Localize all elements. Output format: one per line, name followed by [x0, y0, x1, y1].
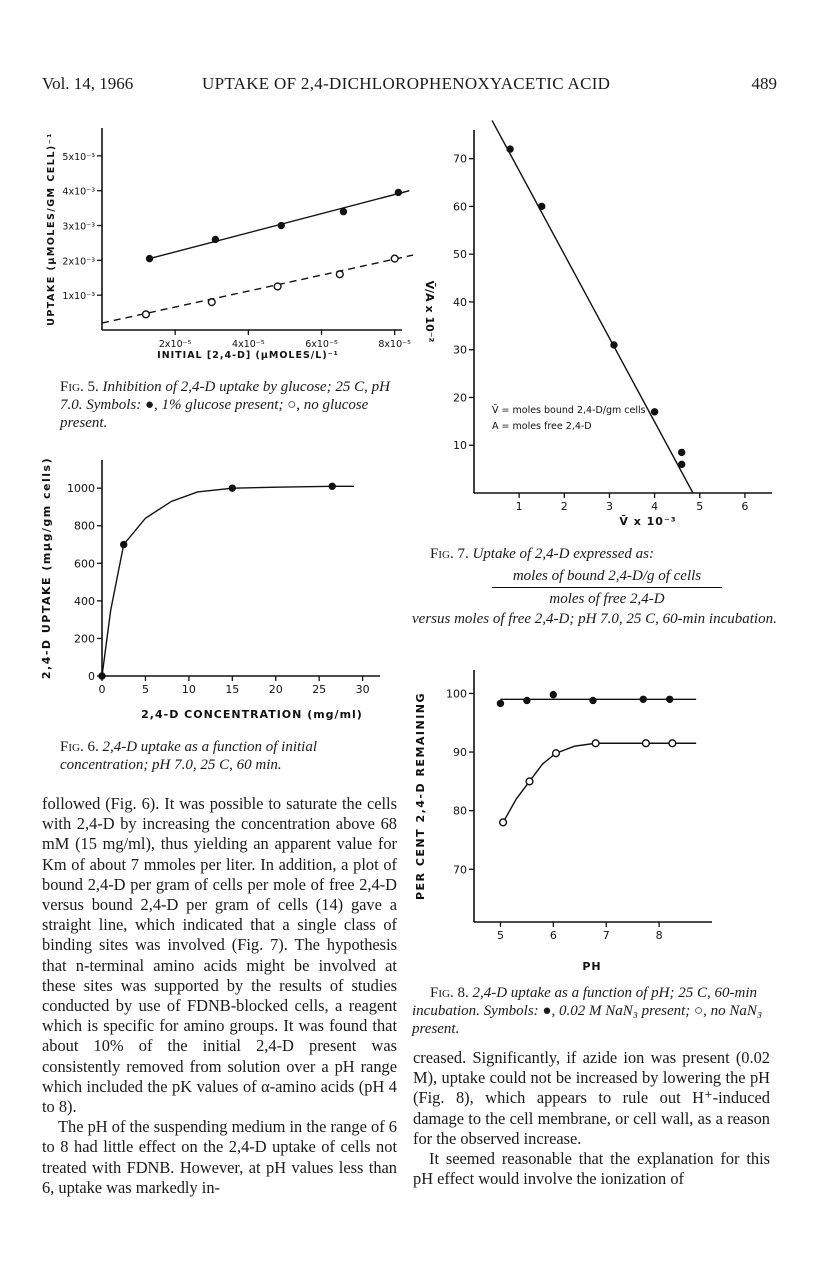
body-paragraph: The pH of the suspending medium in the range of 6 to 8 had little effect on the 2,4-D uptake of cells not treated with FDNB. However, at pH values less than 6, uptake was markedly in- [42, 1117, 397, 1197]
x-axis-title: 2,4-D CONCENTRATION (mg/ml) [141, 708, 363, 721]
y-tick-label: 2x10⁻³ [62, 256, 95, 268]
figure-7-caption-text-2: versus moles of free 2,4-D; pH 7.0, 25 C, 60-min incubation. [412, 611, 777, 627]
data-point [147, 256, 153, 262]
x-tick-label: 8 [655, 929, 663, 942]
figure-6-caption-text: 2,4-D uptake as a function of initial concentration; pH 7.0, 25 C, 60 min. [60, 739, 318, 773]
volume-label: Vol. 14, 1966 [42, 74, 134, 93]
figure-5-caption-text: Inhibition of 2,4-D uptake by glucose; 25 C, pH 7.0. Symbols: ●, 1% glucose present; ○, no glucose present. [60, 379, 390, 431]
data-point [524, 697, 530, 703]
body-text-right [413, 1048, 770, 1189]
figure-8-chart [412, 660, 782, 982]
y-axis-title: V̄/A x 10⁻² [423, 280, 436, 343]
y-tick-label: 70 [453, 152, 467, 166]
x-tick-label: 6x10⁻⁵ [305, 339, 338, 350]
data-point [329, 483, 335, 489]
y-tick-label: 600 [74, 557, 95, 571]
data-point [229, 485, 235, 491]
x-tick-label: 10 [181, 683, 196, 696]
x-axis-title: PH [582, 960, 602, 973]
y-tick-label: 10 [453, 439, 467, 453]
y-tick-label: 4x10⁻³ [62, 186, 95, 198]
figure-7-label: Fig. 7. [430, 546, 469, 562]
y-axis-title: PER CENT 2,4-D REMAINING [414, 691, 427, 901]
figure-8-caption [412, 984, 780, 1038]
x-tick-label: 6 [741, 500, 749, 513]
body-paragraph: It seemed reasonable that the explanation for this pH effect would involve the ionization of [413, 1149, 770, 1189]
legend-entry: A = moles free 2,4-D [492, 421, 592, 432]
y-tick-label: 90 [453, 746, 467, 760]
running-title: UPTAKE OF 2,4-DICHLOROPHENOXYACETIC ACID [202, 74, 611, 93]
x-tick-label: 15 [225, 683, 240, 696]
x-axis-title: V̄ x 10⁻³ [619, 515, 677, 528]
figure-7-caption-text: Uptake of 2,4-D expressed as: [472, 546, 654, 562]
data-point [553, 750, 560, 757]
data-point [539, 203, 545, 209]
x-tick-label: 25 [312, 683, 327, 696]
x-tick-label: 30 [355, 683, 370, 696]
data-point [679, 449, 685, 455]
data-point [652, 409, 658, 415]
figure-7-caption [412, 545, 780, 628]
body-paragraph: creased. Significantly, if azide ion was present (0.02 M), uptake could not be increased by lowering the pH (Fig. 8), which appears to rule out H⁺-induced damage to the cell membrane, or cell wall, as a reason for the observed increase. [413, 1048, 770, 1148]
x-tick-label: 20 [268, 683, 283, 696]
figure-8-caption-text: 2,4-D uptake as a function of pH; 25 C, 60-min incubation. Symbols: ●, 0.02 M NaN₃ present; ○, no NaN₃ present. [412, 985, 763, 1037]
figure-6-caption [60, 738, 400, 774]
figure-8-label: Fig. 8. [430, 985, 469, 1001]
data-point [497, 700, 503, 706]
data-point [99, 673, 105, 679]
data-point [208, 299, 215, 306]
y-axis-title: 2,4-D UPTAKE (mμg/gm cells) [40, 456, 53, 680]
y-tick-label: 3x10⁻³ [62, 221, 95, 233]
data-point [667, 696, 673, 702]
data-point [340, 209, 346, 215]
x-tick-label: 2 [560, 500, 568, 513]
x-tick-label: 4x10⁻⁵ [232, 339, 265, 350]
figure-5-chart [40, 118, 410, 370]
y-tick-label: 100 [446, 687, 467, 701]
figure-5-caption [60, 378, 400, 432]
x-tick-label: 5 [141, 683, 149, 696]
x-tick-label: 0 [98, 683, 106, 696]
data-point [611, 342, 617, 348]
legend-entry: V̄ = moles bound 2,4-D/gm cells [492, 405, 646, 416]
page-number: 489 [751, 74, 777, 93]
data-point [679, 461, 685, 467]
data-point [143, 311, 150, 318]
data-point [500, 819, 507, 826]
data-point [507, 146, 513, 152]
x-axis-title: INITIAL [2,4-D] (μMOLES/L)⁻¹ [157, 350, 339, 361]
data-point [642, 740, 649, 747]
x-tick-label: 4 [651, 500, 659, 513]
figure-7-chart [412, 125, 782, 535]
x-tick-label: 5 [496, 929, 504, 942]
figure-5-label: Fig. 5. [60, 379, 99, 395]
data-point [336, 271, 343, 278]
y-tick-label: 400 [74, 594, 95, 608]
data-point [669, 740, 676, 747]
y-tick-label: 200 [74, 632, 95, 646]
data-point [274, 283, 281, 290]
y-tick-label: 70 [453, 863, 467, 877]
y-tick-label: 30 [453, 343, 467, 357]
y-tick-label: 1000 [67, 482, 95, 496]
data-point [526, 778, 533, 785]
data-point [391, 255, 398, 262]
y-tick-label: 50 [453, 248, 467, 262]
data-point [550, 692, 556, 698]
figure-7-fraction-numerator: moles of bound 2,4-D/g of cells [492, 567, 722, 588]
data-point [121, 542, 127, 548]
data-point [278, 223, 284, 229]
x-tick-label: 1 [515, 500, 523, 513]
y-tick-label: 1x10⁻³ [62, 291, 95, 303]
figure-6-label: Fig. 6. [60, 739, 99, 755]
y-tick-label: 40 [453, 295, 467, 309]
x-tick-label: 5 [696, 500, 704, 513]
data-point [212, 236, 218, 242]
running-header [42, 74, 777, 98]
y-tick-label: 20 [453, 391, 467, 405]
x-tick-label: 3 [605, 500, 613, 513]
x-tick-label: 8x10⁻⁵ [378, 339, 411, 350]
y-axis-title: UPTAKE (μMOLES/GM CELL)⁻¹ [46, 132, 57, 326]
y-tick-label: 800 [74, 519, 95, 533]
body-paragraph: followed (Fig. 6). It was possible to saturate the cells with 2,4-D by increasing the concentration above 68 mM (15 mg/ml), thus yielding an apparent value for Km of about 7 mmoles per liter. In addition, a plot of bound 2,4-D per gram of cells per mole of free 2,4-D versus bound 2,4-D per gram of cells (14) gave a straight line, which indicated that a single class of binding sites was involved (Fig. 7). The hypothesis that n-terminal amino acids might be involved at these sites was supported by the results of studies conducted by use of FDNB-blocked cells, a reagent which is specific for amino groups. It was found that about 10% of the initial 2,4-D present was consistently removed from solution over a pH range which included the pK values of α-amino acids (pH 4 to 8). [42, 794, 397, 1117]
y-tick-label: 60 [453, 200, 467, 214]
body-text-left [42, 794, 397, 1198]
data-point [395, 189, 401, 195]
y-tick-label: 5x10⁻³ [62, 151, 95, 163]
figure-6-chart [40, 450, 410, 728]
y-tick-label: 0 [88, 670, 95, 683]
x-tick-label: 6 [549, 929, 557, 942]
data-point [640, 696, 646, 702]
y-tick-label: 80 [453, 804, 467, 818]
data-point [590, 697, 596, 703]
figure-7-fraction-denominator: moles of free 2,4-D [549, 591, 665, 607]
series-line [102, 486, 354, 676]
series-line [492, 120, 693, 493]
x-tick-label: 2x10⁻⁵ [158, 339, 192, 350]
data-point [592, 740, 599, 747]
x-tick-label: 7 [602, 929, 610, 942]
